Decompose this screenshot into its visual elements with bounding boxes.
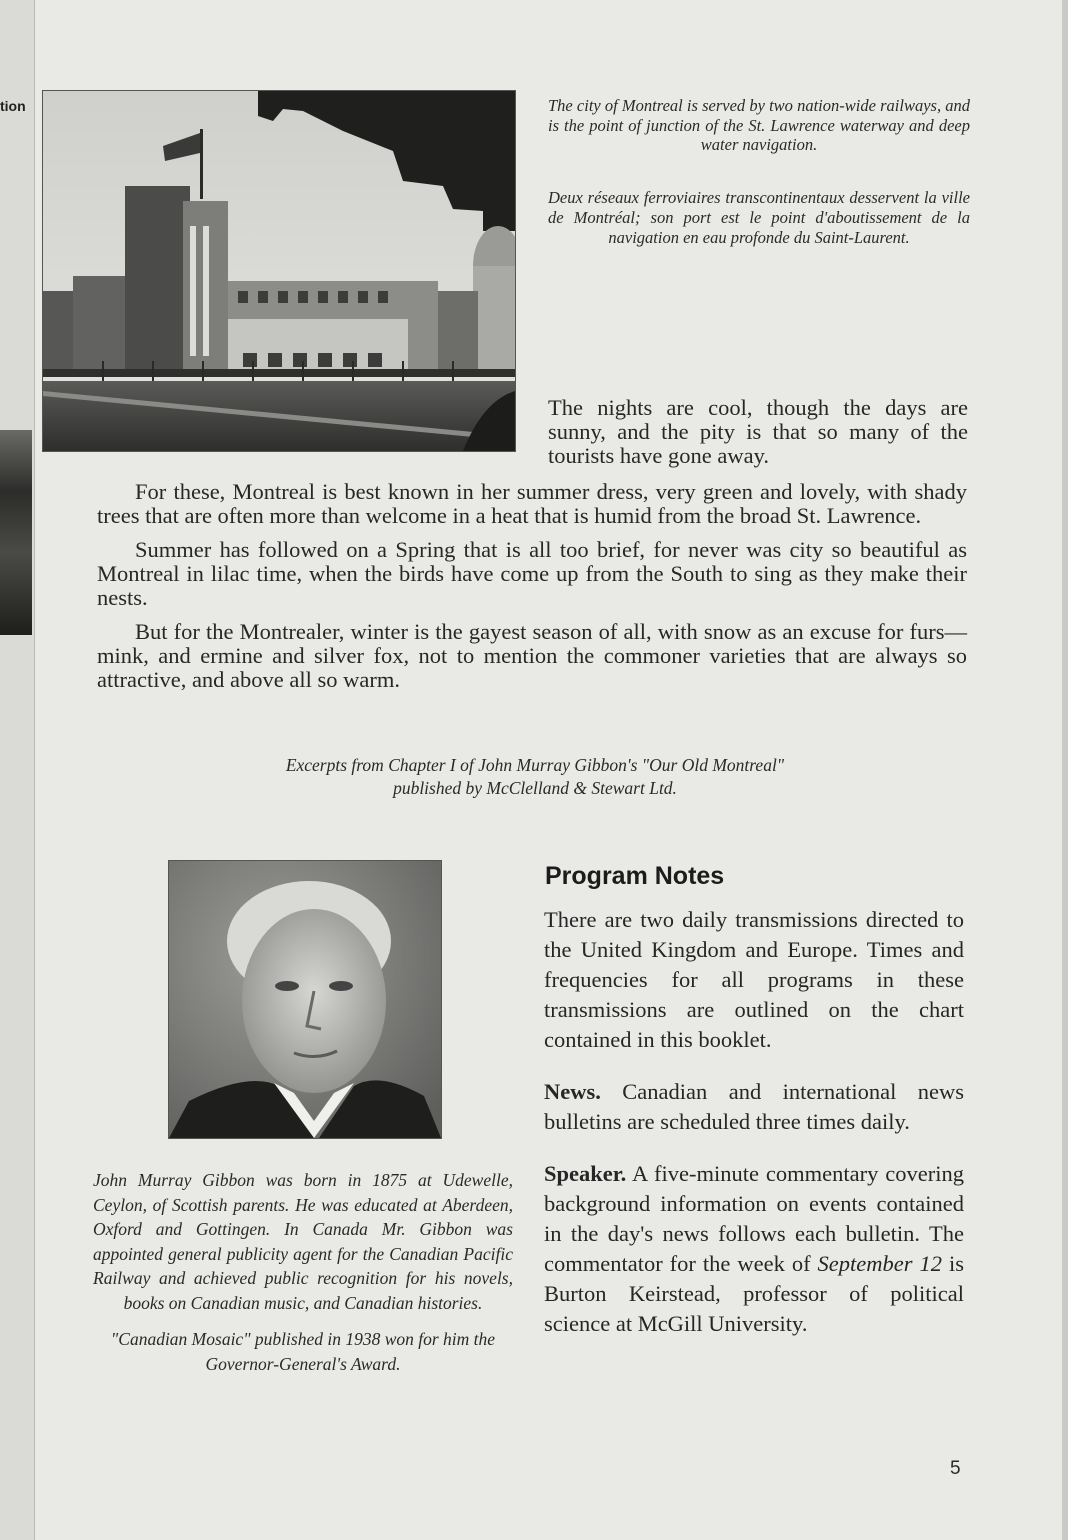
excerpt-paragraph-4: But for the Montrealer, winter is the gayest season of all, with snow as an excuse for furs—mink, and ermine and silver fox, not to mention the commoner varieties that are always so attractive, and above all so warm. bbox=[97, 619, 967, 692]
news-text: Canadian and international news bulletins are scheduled three times daily. bbox=[544, 1079, 964, 1134]
photo-caption-french: Deux réseaux ferroviaires transcontinentaux desservent la ville de Montréal; son port est le point d'aboutissement de la navigation en eau profonde du Saint-Laurent. bbox=[548, 188, 970, 247]
speaker-text-1: A five-minute commentary covering background information on events contained in the day's news follows each bulletin. The commentator for the week of bbox=[544, 1161, 964, 1276]
biography-paragraph-1: John Murray Gibbon was born in 1875 at Udewelle, Ceylon, of Scottish parents. He was educated at Aberdeen, Oxford and Gottingen. In Canada Mr. Gibbon was appointed general publicity agent for the Canadian Pacific Railway and achieved public recognition for his novels, books on Canadian music, and Canadian histories. bbox=[93, 1170, 513, 1313]
page-number: 5 bbox=[950, 1458, 961, 1479]
portrait-photo bbox=[168, 860, 442, 1139]
biography-caption bbox=[93, 1168, 513, 1376]
program-notes-body bbox=[544, 905, 964, 1361]
biography-paragraph-2: "Canadian Mosaic" published in 1938 won for him the Governor-General's Award. bbox=[110, 1329, 496, 1374]
excerpt-text-full bbox=[97, 480, 967, 702]
station-illustration bbox=[43, 91, 515, 451]
facing-page-photo-edge bbox=[0, 430, 32, 635]
photo-caption-english: The city of Montreal is served by two nation-wide railways, and is the point of junction of the St. Lawrence waterway and deep water navigation. bbox=[548, 96, 970, 154]
program-notes-speaker bbox=[544, 1159, 964, 1339]
program-notes-heading: Program Notes bbox=[545, 862, 725, 890]
facing-page-text: tion bbox=[0, 98, 26, 114]
speaker-text-2: is Burton Keirstead, professor of political science at McGill University. bbox=[544, 1251, 964, 1336]
page-edge bbox=[1062, 0, 1068, 1540]
speaker-label: Speaker. bbox=[544, 1161, 627, 1186]
excerpt-paragraph-2: For these, Montreal is best known in her summer dress, very green and lovely, with shady trees that are often more than welcome in a heat that is humid from the broad St. Lawrence. bbox=[97, 479, 967, 528]
excerpt-source-line-2: published by McClelland & Stewart Ltd. bbox=[393, 778, 677, 798]
excerpt-source bbox=[140, 754, 930, 800]
speaker-date: September 12 bbox=[817, 1251, 942, 1276]
excerpt-source-line-1: Excerpts from Chapter I of John Murray Gibbon's "Our Old Montreal" bbox=[285, 755, 785, 775]
program-notes-intro: There are two daily transmissions directed to the United Kingdom and Europe. Times and frequencies for all programs in these transmissions are outlined on the chart contained in this booklet. bbox=[544, 907, 964, 1052]
excerpt-text bbox=[548, 396, 968, 468]
news-label: News. bbox=[544, 1079, 601, 1104]
excerpt-paragraph-1: The nights are cool, though the days are sunny, and the pity is that so many of the tourists have gone away. bbox=[548, 395, 968, 468]
excerpt-paragraph-3: Summer has followed on a Spring that is all too brief, for never was city so beautiful as Montreal in lilac time, when the birds have come up from the South to sing as they make their nests. bbox=[97, 537, 967, 610]
program-notes-news bbox=[544, 1077, 964, 1137]
portrait-illustration bbox=[169, 861, 441, 1138]
facing-page-edge bbox=[0, 0, 35, 1540]
railway-station-photo bbox=[42, 90, 516, 452]
